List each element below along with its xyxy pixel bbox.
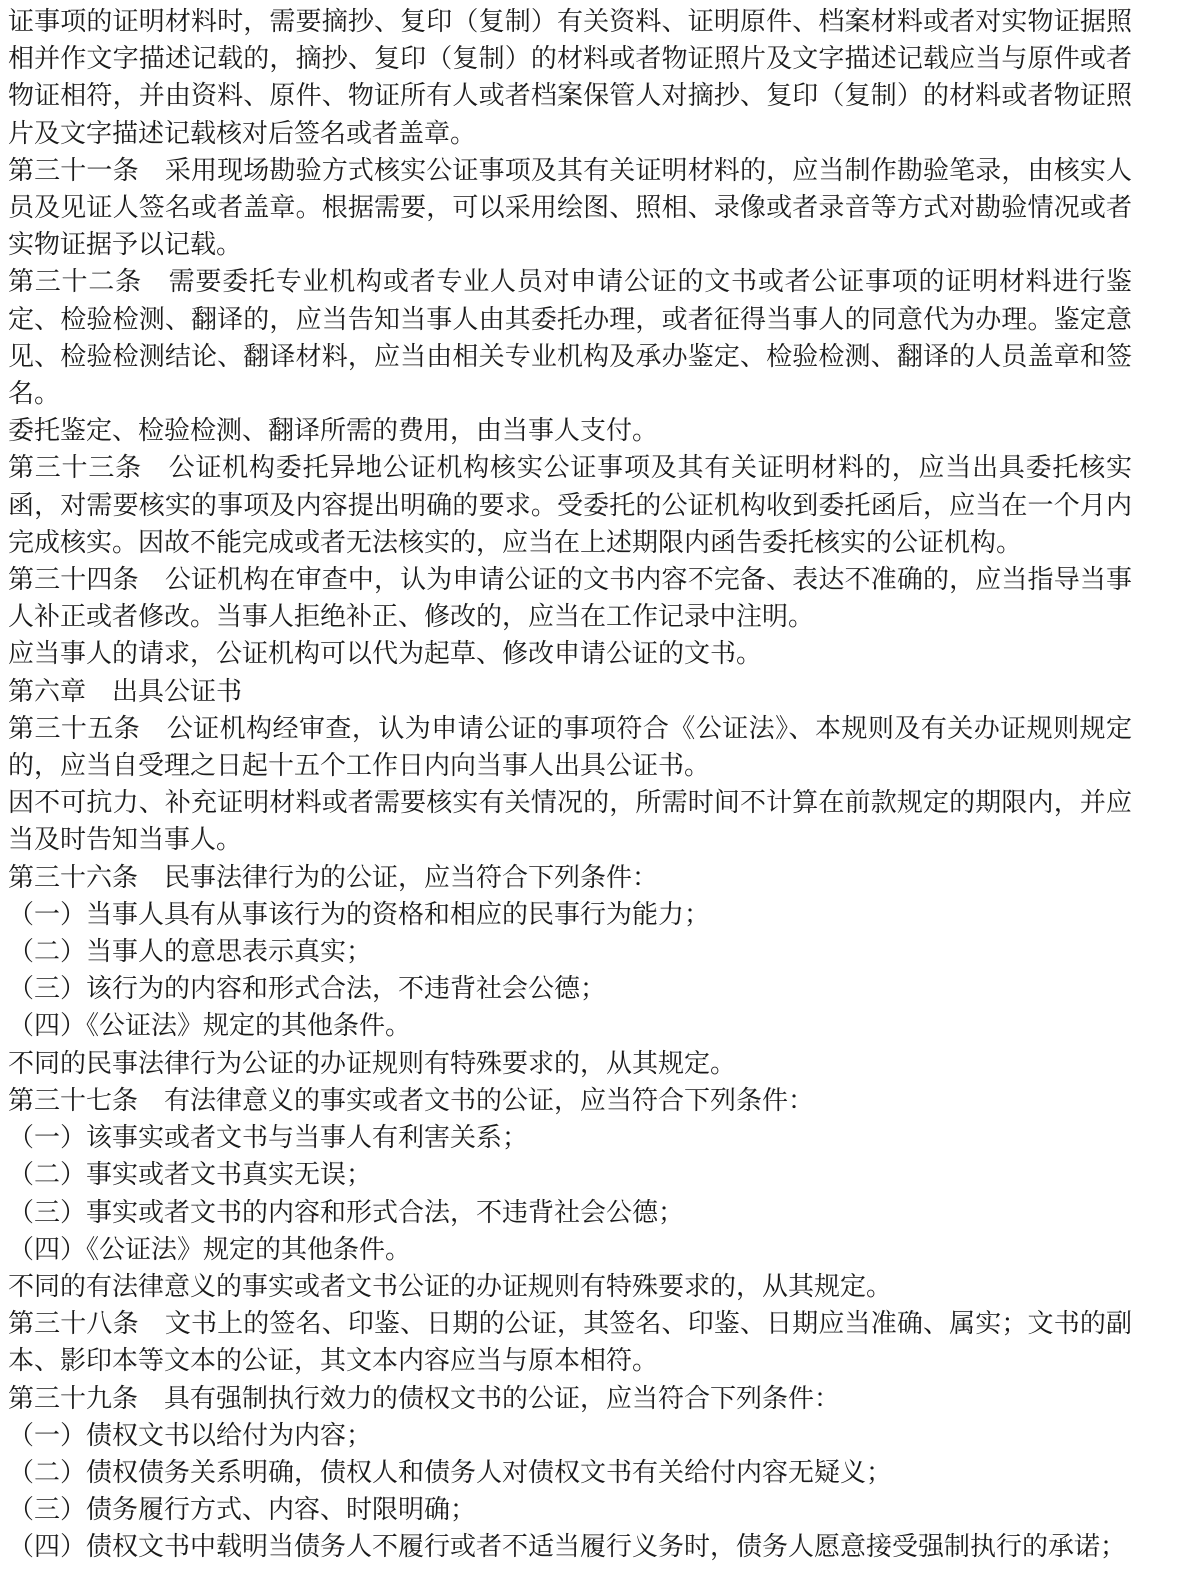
article-text: 公证机构在审查中，认为申请公证的文书内容不完备、表达不准确的，应当指导当事人补正或者修改。当事人拒绝补正、修改的，应当在工作记录中注明。 <box>8 565 1132 633</box>
article-label: 第三十四条 <box>8 565 139 596</box>
article-37 <box>8 1083 1132 1120</box>
article-label: 第三十七条 <box>8 1085 139 1116</box>
article-text: 采用现场勘验方式核实公证事项及其有关证明材料的，应当制作勘验笔录，由核实人员及见证人签名或者盖章。根据需要，可以采用绘图、照相、录像或者录音等方式对勘验情况或者实物证据予以记载。 <box>8 155 1132 261</box>
list-item: （一）当事人具有从事该行为的资格和相应的民事行为能力； <box>8 899 711 930</box>
article-label: 第三十二条 <box>8 267 142 298</box>
article-label: 第三十八条 <box>8 1309 139 1340</box>
paragraph-force-majeure: 因不可抗力、补充证明材料或者需要核实有关情况的，所需时间不计算在前款规定的期限内，并应当及时告知当事人。 <box>8 788 1132 856</box>
list-item: （四）《公证法》规定的其他条件。 <box>8 1234 412 1265</box>
article-text: 需要委托专业机构或者专业人员对申请公证的文书或者公证事项的证明材料进行鉴定、检验检测、翻译的，应当告知当事人由其委托办理，或者征得当事人的同意代为办理。鉴定意见、检验检测结论、翻译材料，应当由相关专业机构及承办鉴定、检验检测、翻译的人员盖章和签名。 <box>8 267 1132 410</box>
article-36 <box>8 860 1132 897</box>
paragraph-fees: 委托鉴定、检验检测、翻译所需的费用，由当事人支付。 <box>8 416 659 447</box>
article-label: 第三十一条 <box>8 155 139 186</box>
article-33 <box>8 450 1132 562</box>
paragraph-special-rules: 不同的民事法律行为公证的办证规则有特殊要求的，从其规定。 <box>8 1048 737 1079</box>
article-text: 公证机构委托异地公证机构核实公证事项及其有关证明材料的，应当出具委托核实函，对需要核实的事项及内容提出明确的要求。受委托的公证机构收到委托函后，应当在一个月内完成核实。因故不能完成或者无法核实的，应当在上述期限内函告委托核实的公证机构。 <box>8 453 1132 558</box>
list-item: （四）《公证法》规定的其他条件。 <box>8 1011 412 1042</box>
chapter-label: 第六章 <box>8 676 87 707</box>
article-label: 第三十五条 <box>8 713 141 744</box>
list-item: （一）该事实或者文书与当事人有利害关系； <box>8 1123 529 1154</box>
list-item: （四）债权文书中载明当债务人不履行或者不适当履行义务时，债务人愿意接受强制执行的承诺； <box>8 1532 1127 1563</box>
article-text: 民事法律行为的公证，应当符合下列条件： <box>164 862 659 893</box>
article-text: 有法律意义的事实或者文书的公证，应当符合下列条件： <box>164 1085 815 1116</box>
list-item: （三）事实或者文书的内容和形式合法，不违背社会公德； <box>8 1197 685 1228</box>
chapter-title: 出具公证书 <box>112 676 243 707</box>
list-item: （三）该行为的内容和形式合法，不违背社会公德； <box>8 974 607 1005</box>
list-item: （三）债务履行方式、内容、时限明确； <box>8 1495 477 1526</box>
article-38 <box>8 1306 1132 1380</box>
article-31 <box>8 153 1132 265</box>
list-item: （二）债权债务关系明确，债权人和债务人对债权文书有关给付内容无疑义； <box>8 1457 893 1488</box>
article-35 <box>8 711 1132 785</box>
paragraph-continuation: 证事项的证明材料时，需要摘抄、复印（复制）有关资料、证明原件、档案材料或者对实物证据照相并作文字描述记载的，摘抄、复印（复制）的材料或者物证照片及文字描述记载应当与原件或者物证相符，并由资料、原件、物证所有人或者档案保管人对摘抄、复印（复制）的材料或者物证照片及文字描述记载核对后签名或者盖章。 <box>8 7 1132 149</box>
article-text: 公证机构经审查，认为申请公证的事项符合《公证法》、本规则及有关办证规则规定的，应当自受理之日起十五个工作日内向当事人出具公证书。 <box>8 713 1132 782</box>
article-text: 文书上的签名、印鉴、日期的公证，其签名、印鉴、日期应当准确、属实；文书的副本、影印本等文本的公证，其文本内容应当与原本相符。 <box>8 1309 1132 1377</box>
article-label: 第三十九条 <box>8 1383 139 1414</box>
paragraph-special-rules: 不同的有法律意义的事实或者文书公证的办证规则有特殊要求的，从其规定。 <box>8 1271 893 1302</box>
article-39 <box>8 1381 1132 1418</box>
article-label: 第三十六条 <box>8 862 139 893</box>
list-item: （一）债权文书以给付为内容； <box>8 1420 373 1451</box>
paragraph-drafting: 应当事人的请求，公证机构可以代为起草、修改申请公证的文书。 <box>8 639 763 670</box>
list-item: （二）事实或者文书真实无误； <box>8 1160 373 1191</box>
article-34 <box>8 562 1132 636</box>
list-item: （二）当事人的意思表示真实； <box>8 937 373 968</box>
chapter-heading <box>8 674 1132 711</box>
article-label: 第三十三条 <box>8 453 142 484</box>
article-text: 具有强制执行效力的债权文书的公证，应当符合下列条件： <box>164 1383 841 1414</box>
article-32 <box>8 264 1132 413</box>
document-body <box>8 4 1132 1567</box>
